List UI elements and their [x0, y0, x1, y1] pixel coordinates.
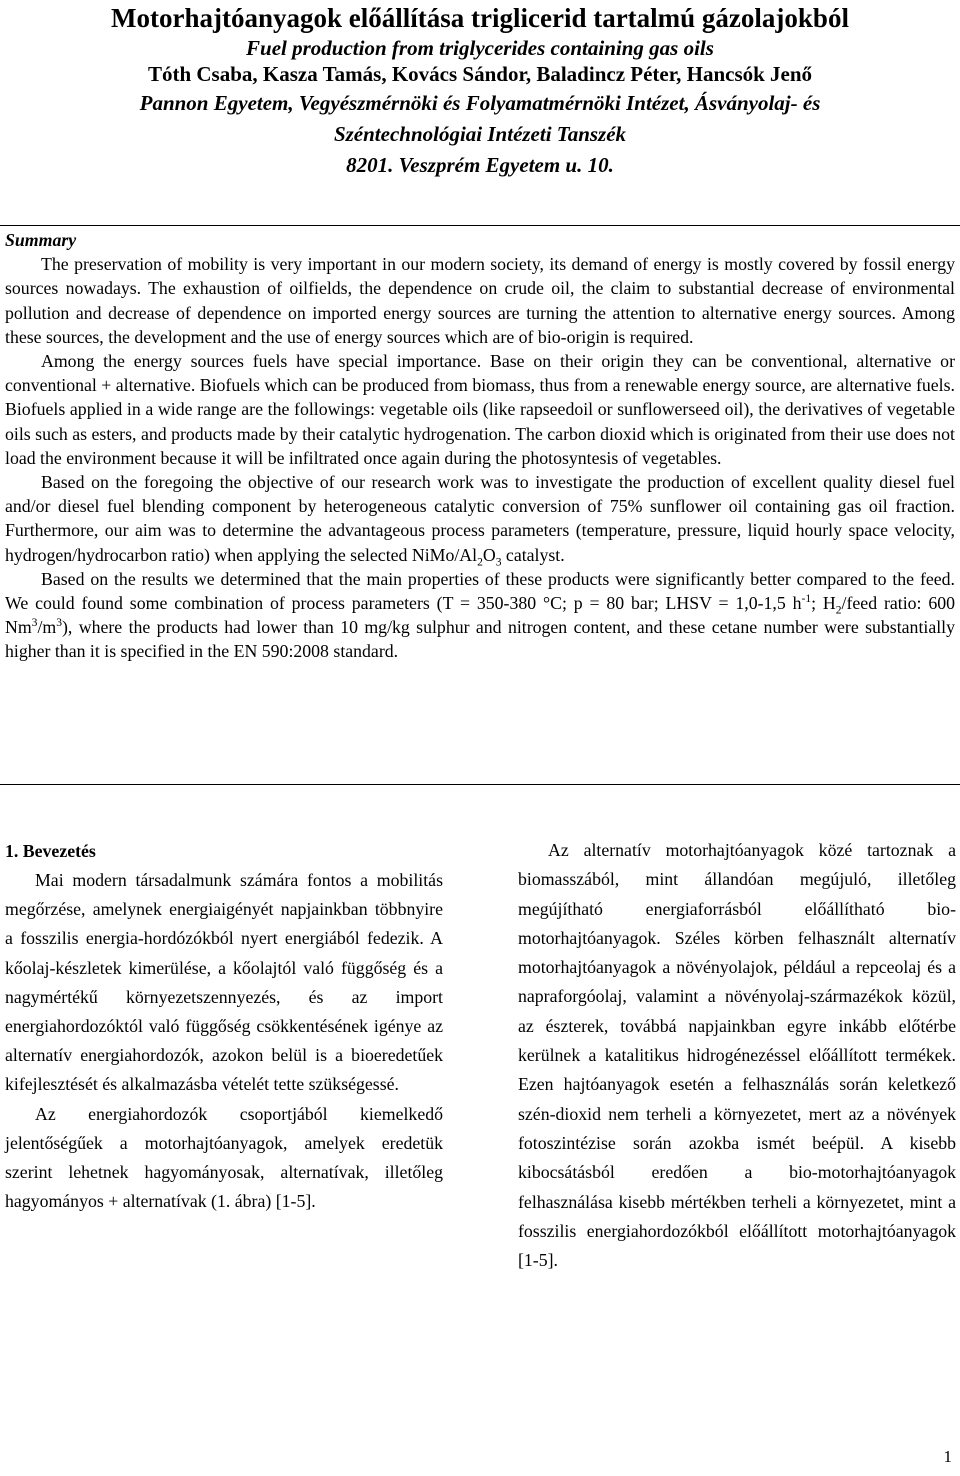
- left-paragraph-2: Az energiahordozók csoportjából kiemelkedő jelentőségűek a motorhajtóanyagok, amelyek eredetük szerint lehetnek hagyományosak, alternatívak, illetőleg hagyományos + alternatívak (1. ábra) [1-5].: [5, 1103, 443, 1212]
- address: 8201. Veszprém Egyetem u. 10.: [346, 153, 614, 177]
- right-column: [518, 836, 956, 1275]
- summary-heading: Summary: [5, 230, 77, 250]
- affiliation-line-1: Pannon Egyetem, Vegyészmérnöki és Folyamatmérnöki Intézet, Ásványolaj- és: [139, 91, 821, 115]
- summary-section: [5, 228, 955, 664]
- summary-paragraph-3: Based on the foregoing the objective of our research work was to investigate the production of excellent quality diesel fuel and/or diesel fuel blending component by heterogeneous catalytic conversion of 75% sunflower oil containing gas oil fraction. Furthermore, our aim was to determine the advantageous process parameters (temperature, pressure, liquid hourly space velocity, hydrogen/hydrocarbon ratio) when applying the selected NiMo/$Al_2O_3$ catalyst.: [5, 472, 955, 569]
- summary-paragraph-4: Based on the results we determined that the main properties of these products were significantly better compared to the feed. We could found some combination of process parameters (T = 350-380 °C; p = 80 bar; LHSV = 1,0-1,5 $h^{-1}$; $H_2$/feed ratio: 600 $Nm^3/m^3$), where the products had lower than 10 mg/kg sulphur and nitrogen content, and these cetane number were substantially higher than it is specified in the EN 590:2008 standard.: [5, 568, 955, 662]
- summary-divider: [0, 784, 960, 785]
- page-number: 1: [943, 1447, 952, 1466]
- paper-header: [0, 0, 960, 181]
- summary-paragraph-2: Among the energy sources fuels have special importance. Base on their origin they can be conventional, alternative or conventional + alternative. Biofuels which can be produced from biomass, thus from a renewable energy source, are alternative fuels. Biofuels applied in a wide range are the followings: vegetable oils (like rapseedoil or sunflowerseed oil), the derivatives of vegetable oils such as esters, and products made by their catalytic hydrogenation. The carbon dioxid which is originated from their use does not load the environment because it will be infiltrated once again during the photosyntesis of vegetables.: [5, 351, 955, 468]
- paper-english-title: Fuel production from triglycerides containing gas oils: [246, 36, 714, 60]
- author-list: Tóth Csaba, Kasza Tamás, Kovács Sándor, Baladincz Péter, Hancsók Jenő: [147, 62, 813, 86]
- left-column: [5, 836, 443, 1216]
- right-paragraph-1: Az alternatív motorhajtóanyagok közé tartoznak a biomasszából, mint állandóan megújuló, illetőleg megújítható energiaforrásból előállítható bio-motorhajtóanyagok. Széles körben felhasznált alternatív motorhajtóanyagok a növényolajok, például a repceolaj és a napraforgóolaj, valamint a növényolaj-származékok közül, az észterek, továbbá napjainkban egyre inkább előtérbe kerülnek a katalitikus hidrogénezéssel előállított termékek. Ezen hajtóanyagok esetén a felhasználás során keletkező szén-dioxid nem terheli a környezetet, mert az a növények fotoszintézise során azokba ismét beépül. A kisebb kibocsátásból eredően a bio-motorhajtóanyagok felhasználása kisebb mértékben terheli a környezetet, mint a fosszilis energiahordozókból előállított motorhajtóanyagok [1-5].: [518, 840, 956, 1271]
- paper-title: Motorhajtóanyagok előállítása triglicerid tartalmú gázolajokból: [111, 3, 849, 33]
- affiliation-line-2: Széntechnológiai Intézeti Tanszék: [333, 122, 627, 146]
- top-divider: [0, 225, 960, 226]
- section-heading: 1. Bevezetés: [5, 841, 96, 861]
- left-paragraph-1: Mai modern társadalmunk számára fontos a mobilitás megőrzése, amelynek energiaigényét napjainkban többnyire a fosszilis energia-hordózókból nyert energiából fedezik. A kőolaj-készletek kimerülése, a kőolajtól való függőség és a nagymértékű környezetszennyezés, és az import energiahordozóktól való függőség csökkentésének igénye az alternatív energiahordozók, azokon belül is a bioeredetűek kifejlesztését és alkalmazásba vételét tette szükségessé.: [5, 870, 443, 1095]
- summary-paragraph-1: The preservation of mobility is very important in our modern society, its demand of energy is mostly covered by fossil energy sources nowadays. The exhaustion of oilfields, the dependence on crude oil, the claim to substantial decrease of environmental pollution and decrease of dependence on imported energy sources are turning the attention to alternative energy sources. Among these sources, the development and the use of energy sources which are of bio-origin is required.: [5, 254, 955, 347]
